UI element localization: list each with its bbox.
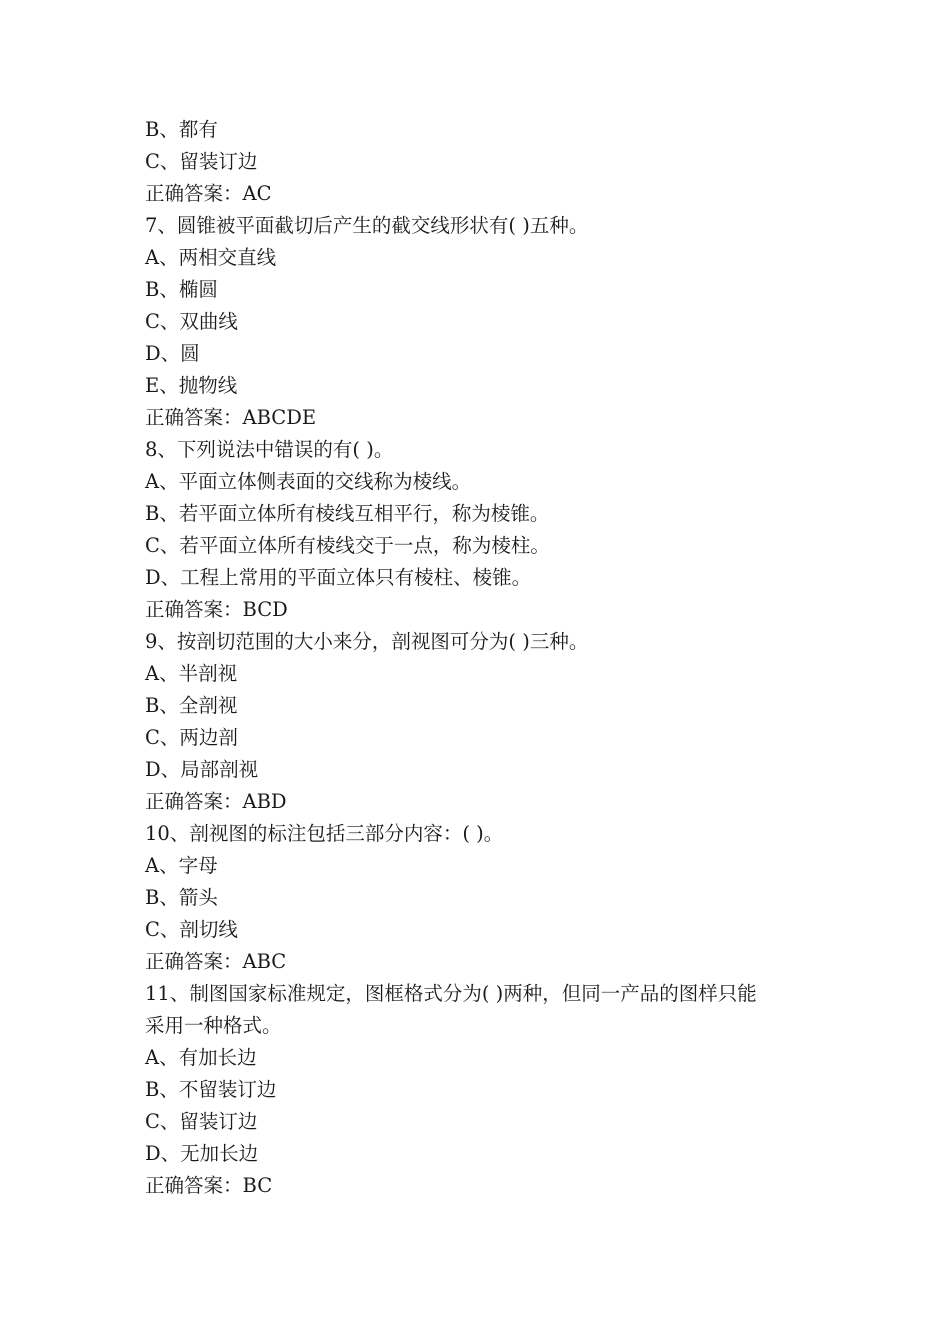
- option-line: A、平面立体侧表面的交线称为棱线。: [145, 470, 472, 493]
- page-text-body: [145, 114, 815, 1202]
- question-line: 9、按剖切范围的大小来分，剖视图可分为( )三种。: [145, 630, 589, 653]
- question-line: 10、剖视图的标注包括三部分内容：( )。: [145, 822, 504, 845]
- option-line: C、留装订边: [145, 1110, 258, 1133]
- option-line: C、双曲线: [145, 310, 238, 333]
- option-line: B、箭头: [145, 886, 218, 909]
- answer-line: 正确答案：BC: [145, 1174, 273, 1197]
- option-line: B、不留装订边: [145, 1078, 277, 1101]
- question-line: 8、下列说法中错误的有( )。: [145, 438, 394, 461]
- option-line: B、椭圆: [145, 278, 218, 301]
- option-line: B、都有: [145, 118, 218, 141]
- answer-line: 正确答案：ABCDE: [145, 406, 317, 429]
- option-line: B、全剖视: [145, 694, 238, 717]
- option-line: D、无加长边: [145, 1142, 259, 1165]
- option-line: C、两边剖: [145, 726, 238, 749]
- option-line: A、有加长边: [145, 1046, 257, 1069]
- option-line: D、局部剖视: [145, 758, 259, 781]
- option-line: A、字母: [145, 854, 218, 877]
- question-line-continued: 采用一种格式。: [145, 1014, 282, 1037]
- option-line: C、剖切线: [145, 918, 238, 941]
- option-line: E、抛物线: [145, 374, 238, 397]
- option-line: A、半剖视: [145, 662, 238, 685]
- option-line: D、工程上常用的平面立体只有棱柱、棱锥。: [145, 566, 532, 589]
- question-line: 7、圆锥被平面截切后产生的截交线形状有( )五种。: [145, 214, 589, 237]
- answer-line: 正确答案：AC: [145, 182, 272, 205]
- question-line: 11、制图国家标准规定，图框格式分为( )两种，但同一产品的图样只能: [145, 982, 757, 1005]
- answer-line: 正确答案：ABD: [145, 790, 287, 813]
- option-line: D、圆: [145, 342, 200, 365]
- answer-line: 正确答案：ABC: [145, 950, 287, 973]
- option-line: C、留装订边: [145, 150, 258, 173]
- option-line: A、两相交直线: [145, 246, 277, 269]
- answer-line: 正确答案：BCD: [145, 598, 288, 621]
- option-line: C、若平面立体所有棱线交于一点，称为棱柱。: [145, 534, 550, 557]
- option-line: B、若平面立体所有棱线互相平行，称为棱锥。: [145, 502, 550, 525]
